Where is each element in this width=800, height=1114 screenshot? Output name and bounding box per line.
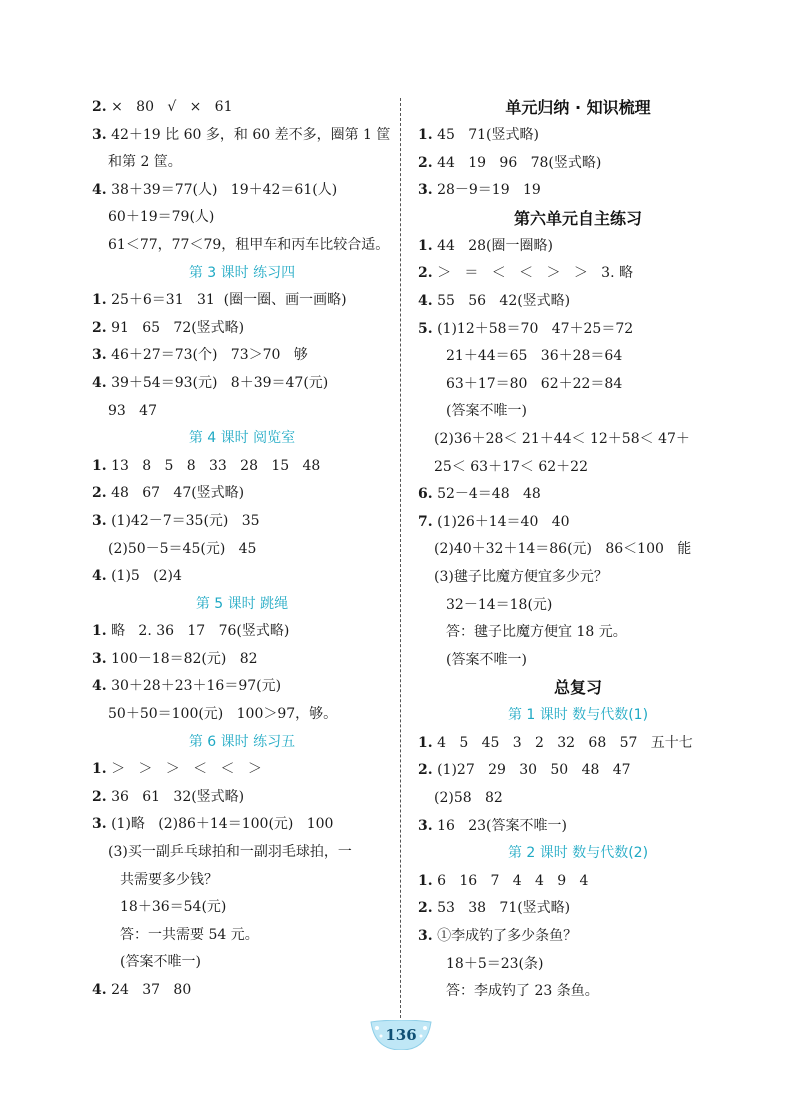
answer-line [92, 122, 392, 150]
question-number: 1. [418, 127, 433, 143]
answer-line [92, 618, 392, 646]
answer-line [418, 316, 738, 344]
answer-text: 39＋54＝93(元) 8＋39＝47(元) [106, 374, 329, 391]
question-number: 2. [418, 762, 433, 779]
answer-line [418, 509, 738, 537]
answer-line [92, 342, 392, 370]
answer-line [92, 673, 392, 701]
answer-text: 36 61 32(竖式略) [106, 788, 245, 805]
lesson-heading: 第 5 课时 跳绳 [195, 595, 289, 612]
left-column [92, 94, 392, 1005]
question-number: 1. [92, 761, 107, 778]
question-number: 4. [418, 292, 433, 309]
question-number: 6. [418, 486, 433, 503]
answer-text: ＞ ＝ ＜ ＜ ＞ ＞ 3. 略 [432, 265, 633, 282]
answer-text: 52－4＝48 48 [432, 486, 541, 503]
answer-line [418, 592, 738, 620]
answer-line [92, 977, 392, 1005]
answer-text: 24 37 80 [106, 982, 192, 998]
answer-text: 6 16 7 4 4 9 4 [432, 872, 589, 889]
answer-text: 61＜77，77＜79，租甲车和丙车比较合适。 [108, 236, 390, 253]
answer-text: (3)毽子比魔方便宜多少元？ [434, 568, 608, 585]
question-number: 2. [92, 319, 107, 336]
question-number: 5. [418, 320, 433, 337]
answer-text: 91 65 72(竖式略) [106, 319, 245, 336]
answer-line [92, 370, 392, 398]
answer-text: 答：一共需要 54 元。 [120, 926, 259, 943]
answer-text: (答案不唯一) [446, 403, 527, 420]
lesson-heading: 第 3 课时 练习四 [188, 264, 296, 281]
answer-text: 和第 2 筐。 [108, 154, 182, 171]
section-title: 单元归纳 · 知识梳理 [505, 98, 651, 117]
section-title: 第六单元自主练习 [513, 208, 642, 228]
question-number: 1. [418, 237, 433, 254]
answer-text: 38＋39＝77(人) 19＋42＝61(人) [106, 181, 338, 198]
answer-line [418, 647, 738, 675]
answer-text: 18＋36＝54(元) [120, 899, 227, 916]
answer-text: (2)58 82 [434, 790, 503, 807]
question-number: 3. [92, 126, 107, 143]
question-number: 2. [92, 485, 107, 502]
answer-line [418, 150, 738, 178]
answer-line [418, 177, 738, 205]
answer-line [92, 646, 392, 674]
lesson-heading: 第 6 课时 练习五 [188, 733, 296, 750]
answer-line [418, 923, 738, 951]
answer-text: 60＋19＝79(人) [108, 209, 215, 226]
answer-text: 48 67 47(竖式略) [106, 485, 245, 502]
question-number: 3. [418, 182, 433, 199]
question-number: 1. [92, 457, 107, 474]
question-number: 1. [92, 623, 107, 640]
answer-text: 46＋27＝73(个) 73＞70 够 [106, 347, 308, 364]
answer-line [418, 398, 738, 426]
question-number: 3. [92, 650, 107, 667]
answer-text: 55 56 42(竖式略) [432, 292, 571, 309]
answer-text: ＞ ＞ ＞ ＜ ＜ ＞ [106, 761, 262, 778]
answer-text: 4 5 45 3 2 32 68 57 五十七 [432, 734, 693, 751]
answer-line [418, 233, 738, 261]
answer-text: 63＋17＝80 62＋22＝84 [446, 375, 623, 392]
answer-line [92, 811, 392, 839]
page-number-badge [367, 1020, 435, 1050]
lesson-heading: 第 4 课时 阅览室 [188, 430, 296, 447]
answer-text: 44 28(圈一圈略) [432, 237, 553, 254]
answer-text: (1)42－7＝35(元) 35 [106, 512, 260, 529]
question-number: 2. [418, 154, 433, 171]
answer-line [92, 949, 392, 977]
answer-line [418, 619, 738, 647]
question-number: 4. [92, 568, 107, 585]
question-number: 3. [92, 512, 107, 529]
answer-line [418, 481, 738, 509]
answer-line [418, 536, 738, 564]
answer-line [418, 785, 738, 813]
answer-line [418, 122, 738, 150]
answer-text: (1)12＋58＝70 47＋25＝72 [432, 320, 634, 337]
answer-text: 50＋50＝100(元) 100＞97，够。 [108, 706, 338, 723]
question-number: 2. [92, 788, 107, 805]
answer-text: 25＜ 63＋17＜ 62＋22 [434, 458, 588, 475]
question-number: 7. [418, 513, 433, 530]
question-number: 2. [418, 265, 433, 282]
column-divider [400, 98, 401, 1028]
answer-line [92, 784, 392, 812]
answer-text: (答案不唯一) [120, 954, 201, 971]
answer-line [92, 701, 392, 729]
answer-text: 53 38 71(竖式略) [432, 900, 571, 917]
answer-text: 答：李成钓了 23 条鱼。 [446, 983, 599, 1000]
answer-text: (2)40＋32＋14＝86(元) 86＜100 能 [434, 541, 692, 558]
question-number: 4. [92, 374, 107, 391]
answer-line [92, 453, 392, 481]
answer-line [418, 260, 738, 288]
answer-text: 93 47 [108, 402, 157, 419]
answer-text: 32－14＝18(元) [446, 596, 553, 613]
answer-text: (答案不唯一) [446, 651, 527, 668]
answer-text: 21＋44＝65 36＋28＝64 [446, 348, 623, 365]
answer-line [92, 508, 392, 536]
right-column [418, 94, 738, 1006]
answer-line [92, 232, 392, 260]
answer-line [92, 756, 392, 784]
answer-line [418, 426, 738, 454]
answer-line [92, 536, 392, 564]
answer-line [418, 813, 738, 841]
answer-line [418, 288, 738, 316]
answer-line [92, 894, 392, 922]
answer-line [92, 177, 392, 205]
answer-line [92, 149, 392, 177]
answer-text: 略 2. 36 17 76(竖式略) [106, 623, 290, 640]
answer-line [418, 564, 738, 592]
answer-text: (2)36＋28＜ 21＋44＜ 12＋58＜ 47＋ [434, 430, 690, 447]
answer-line [92, 563, 392, 591]
question-number: 4. [92, 982, 107, 998]
page-number: 136 [385, 1026, 417, 1044]
answer-line [92, 94, 392, 122]
answer-line [418, 343, 738, 371]
question-number: 1. [418, 872, 433, 889]
answer-text: 28－9＝19 19 [432, 182, 541, 199]
answer-text: (1)5 (2)4 [106, 568, 182, 585]
answer-line [92, 922, 392, 950]
question-number: 3. [418, 928, 433, 945]
answer-line [418, 371, 738, 399]
question-number: 3. [418, 817, 433, 834]
answer-text: 100－18＝82(元) 82 [106, 650, 258, 667]
answer-line [92, 398, 392, 426]
answer-text: 13 8 5 8 33 28 15 48 [106, 457, 321, 474]
answer-line [418, 454, 738, 482]
answer-text: (1)26＋14＝40 40 [432, 513, 570, 530]
answer-line [92, 287, 392, 315]
answer-text: ①李成钓了多少条鱼？ [432, 928, 578, 945]
answer-line [418, 951, 738, 979]
answer-line [418, 730, 738, 758]
answer-text: 30＋28＋23＋16＝97(元) [106, 678, 282, 695]
question-number: 4. [92, 181, 107, 198]
lesson-heading: 第 2 课时 数与代数(2) [507, 845, 649, 862]
answer-line [418, 757, 738, 785]
answer-line [92, 480, 392, 508]
answer-line [92, 867, 392, 895]
question-number: 2. [418, 900, 433, 917]
answer-line [92, 204, 392, 232]
answer-text: (1)略 (2)86＋14＝100(元) 100 [106, 816, 334, 833]
answer-text: 共需要多少钱？ [120, 871, 218, 888]
answer-line [418, 868, 738, 896]
question-number: 3. [92, 347, 107, 364]
answer-text: 25＋6＝31 31 (圈一圈、画一画略) [106, 292, 347, 309]
lesson-heading: 第 1 课时 数与代数(1) [507, 707, 649, 724]
answer-text: × 80 √ × 61 [106, 99, 233, 115]
answer-line [418, 978, 738, 1006]
answer-text: 答：毽子比魔方便宜 18 元。 [446, 624, 627, 641]
answer-text: (2)50－5＝45(元) 45 [108, 540, 257, 557]
question-number: 1. [92, 292, 107, 309]
answer-text: (1)27 29 30 50 48 47 [432, 762, 631, 779]
answer-text: (3)买一副乒乓球拍和一副羽毛球拍，一 [108, 844, 352, 861]
question-number: 2. [92, 99, 107, 115]
answer-line [92, 839, 392, 867]
answer-text: 45 71(竖式略) [432, 127, 539, 143]
question-number: 4. [92, 678, 107, 695]
section-title: 总复习 [553, 678, 602, 698]
question-number: 3. [92, 816, 107, 833]
answer-text: 44 19 96 78(竖式略) [432, 154, 602, 171]
answer-text: 16 23(答案不唯一) [432, 817, 567, 834]
answer-line [92, 315, 392, 343]
answer-text: 42＋19 比 60 多，和 60 差不多，圈第 1 筐 [106, 126, 391, 143]
question-number: 1. [418, 734, 433, 751]
answer-text: 18＋5＝23(条) [446, 955, 544, 972]
answer-line [418, 895, 738, 923]
